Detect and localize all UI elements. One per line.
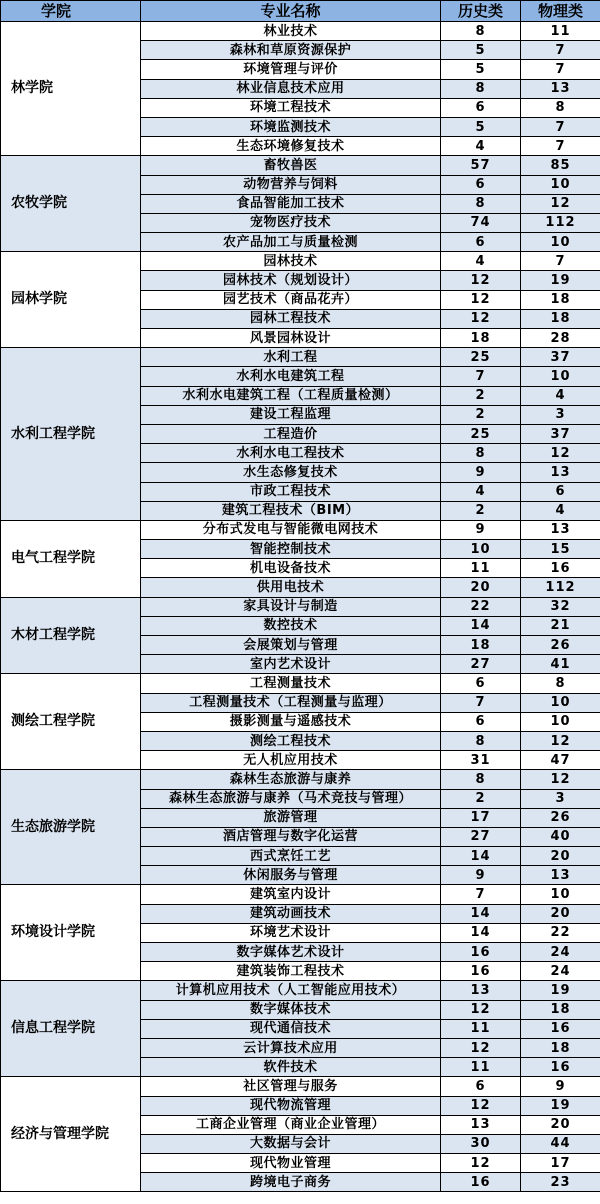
history-quota: 7 bbox=[441, 367, 521, 386]
physics-quota: 41 bbox=[521, 655, 600, 674]
physics-quota: 13 bbox=[521, 520, 600, 539]
major-name: 家具设计与制造 bbox=[141, 597, 441, 616]
physics-quota: 8 bbox=[521, 98, 600, 117]
major-name: 现代通信技术 bbox=[141, 1019, 441, 1038]
history-quota: 2 bbox=[441, 501, 521, 520]
major-name: 环境工程技术 bbox=[141, 98, 441, 117]
physics-quota: 15 bbox=[521, 540, 600, 559]
history-quota: 12 bbox=[441, 290, 521, 309]
table-row bbox=[1, 1077, 600, 1096]
major-name: 环境监测技术 bbox=[141, 117, 441, 136]
history-quota: 6 bbox=[441, 98, 521, 117]
table-row bbox=[1, 674, 600, 693]
physics-quota: 20 bbox=[521, 1115, 600, 1134]
major-name: 大数据与会计 bbox=[141, 1134, 441, 1153]
history-quota: 30 bbox=[441, 1134, 521, 1153]
physics-quota: 24 bbox=[521, 943, 600, 962]
college-name: 生态旅游学院 bbox=[1, 770, 141, 885]
major-name: 林业信息技术应用 bbox=[141, 79, 441, 98]
major-name: 建筑室内设计 bbox=[141, 885, 441, 904]
history-quota: 5 bbox=[441, 41, 521, 60]
physics-quota: 24 bbox=[521, 962, 600, 981]
physics-quota: 3 bbox=[521, 789, 600, 808]
table-row bbox=[1, 22, 600, 41]
physics-quota: 10 bbox=[521, 712, 600, 731]
physics-quota: 13 bbox=[521, 866, 600, 885]
major-name: 酒店管理与数字化运营 bbox=[141, 827, 441, 846]
major-name: 生态环境修复技术 bbox=[141, 137, 441, 156]
major-name: 摄影测量与遥感技术 bbox=[141, 712, 441, 731]
major-name: 云计算技术应用 bbox=[141, 1038, 441, 1057]
major-name: 森林和草原资源保护 bbox=[141, 41, 441, 60]
table-row bbox=[1, 770, 600, 789]
history-quota: 7 bbox=[441, 693, 521, 712]
history-quota: 8 bbox=[441, 731, 521, 750]
physics-quota: 44 bbox=[521, 1134, 600, 1153]
major-name: 森林生态旅游与康养（马术竞技与管理） bbox=[141, 789, 441, 808]
major-name: 动物营养与饲料 bbox=[141, 175, 441, 194]
physics-quota: 4 bbox=[521, 386, 600, 405]
physics-quota: 10 bbox=[521, 693, 600, 712]
physics-quota: 13 bbox=[521, 463, 600, 482]
history-quota: 12 bbox=[441, 1154, 521, 1173]
history-quota: 12 bbox=[441, 271, 521, 290]
physics-quota: 17 bbox=[521, 1154, 600, 1173]
major-name: 机电设备技术 bbox=[141, 559, 441, 578]
history-quota: 6 bbox=[441, 674, 521, 693]
physics-quota: 18 bbox=[521, 1038, 600, 1057]
major-name: 室内艺术设计 bbox=[141, 655, 441, 674]
history-quota: 22 bbox=[441, 597, 521, 616]
major-name: 水生态修复技术 bbox=[141, 463, 441, 482]
physics-quota: 11 bbox=[521, 22, 600, 41]
physics-quota: 10 bbox=[521, 233, 600, 252]
table-row bbox=[1, 252, 600, 271]
major-name: 园林技术（规划设计） bbox=[141, 271, 441, 290]
physics-quota: 16 bbox=[521, 559, 600, 578]
physics-quota: 26 bbox=[521, 808, 600, 827]
history-quota: 8 bbox=[441, 79, 521, 98]
physics-quota: 19 bbox=[521, 271, 600, 290]
history-quota: 6 bbox=[441, 1077, 521, 1096]
physics-quota: 3 bbox=[521, 405, 600, 424]
major-name: 工程测量技术（工程测量与监理） bbox=[141, 693, 441, 712]
physics-quota: 12 bbox=[521, 194, 600, 213]
major-name: 数控技术 bbox=[141, 616, 441, 635]
major-name: 水利水电建筑工程 bbox=[141, 367, 441, 386]
history-quota: 2 bbox=[441, 386, 521, 405]
history-quota: 13 bbox=[441, 1115, 521, 1134]
physics-quota: 18 bbox=[521, 309, 600, 328]
history-quota: 2 bbox=[441, 789, 521, 808]
physics-quota: 6 bbox=[521, 482, 600, 501]
physics-quota: 19 bbox=[521, 981, 600, 1000]
physics-quota: 10 bbox=[521, 367, 600, 386]
history-quota: 12 bbox=[441, 309, 521, 328]
physics-quota: 37 bbox=[521, 348, 600, 367]
major-name: 数字媒体艺术设计 bbox=[141, 943, 441, 962]
physics-quota: 7 bbox=[521, 252, 600, 271]
major-name: 无人机应用技术 bbox=[141, 751, 441, 770]
physics-quota: 26 bbox=[521, 636, 600, 655]
major-name: 工商企业管理（商业企业管理） bbox=[141, 1115, 441, 1134]
major-name: 水利水电建筑工程（工程质量检测） bbox=[141, 386, 441, 405]
history-quota: 14 bbox=[441, 616, 521, 635]
major-name: 旅游管理 bbox=[141, 808, 441, 827]
physics-quota: 20 bbox=[521, 847, 600, 866]
physics-quota: 10 bbox=[521, 175, 600, 194]
history-quota: 4 bbox=[441, 482, 521, 501]
history-quota: 27 bbox=[441, 655, 521, 674]
history-quota: 14 bbox=[441, 904, 521, 923]
physics-quota: 47 bbox=[521, 751, 600, 770]
major-name: 现代物业管理 bbox=[141, 1154, 441, 1173]
history-quota: 6 bbox=[441, 233, 521, 252]
history-quota: 6 bbox=[441, 175, 521, 194]
history-quota: 12 bbox=[441, 1000, 521, 1019]
physics-quota: 37 bbox=[521, 424, 600, 443]
history-quota: 31 bbox=[441, 751, 521, 770]
table-row bbox=[1, 885, 600, 904]
header-major: 专业名称 bbox=[141, 1, 441, 22]
physics-quota: 9 bbox=[521, 1077, 600, 1096]
physics-quota: 12 bbox=[521, 444, 600, 463]
major-name: 园艺技术（商品花卉） bbox=[141, 290, 441, 309]
table-row bbox=[1, 520, 600, 539]
major-name: 建设工程监理 bbox=[141, 405, 441, 424]
table-row bbox=[1, 156, 600, 175]
major-name: 食品智能加工技术 bbox=[141, 194, 441, 213]
major-name: 环境管理与评价 bbox=[141, 60, 441, 79]
physics-quota: 10 bbox=[521, 885, 600, 904]
history-quota: 10 bbox=[441, 540, 521, 559]
major-name: 水利工程 bbox=[141, 348, 441, 367]
history-quota: 74 bbox=[441, 213, 521, 232]
major-name: 现代物流管理 bbox=[141, 1096, 441, 1115]
table-row bbox=[1, 348, 600, 367]
major-name: 环境艺术设计 bbox=[141, 923, 441, 942]
physics-quota: 22 bbox=[521, 923, 600, 942]
major-name: 会展策划与管理 bbox=[141, 636, 441, 655]
history-quota: 12 bbox=[441, 1038, 521, 1057]
history-quota: 9 bbox=[441, 866, 521, 885]
college-name: 环境设计学院 bbox=[1, 885, 141, 981]
major-name: 风景园林设计 bbox=[141, 329, 441, 348]
history-quota: 6 bbox=[441, 712, 521, 731]
history-quota: 5 bbox=[441, 60, 521, 79]
history-quota: 25 bbox=[441, 424, 521, 443]
physics-quota: 8 bbox=[521, 674, 600, 693]
physics-quota: 4 bbox=[521, 501, 600, 520]
major-name: 建筑工程技术（BIM） bbox=[141, 501, 441, 520]
physics-quota: 13 bbox=[521, 79, 600, 98]
major-name: 园林工程技术 bbox=[141, 309, 441, 328]
major-name: 分布式发电与智能微电网技术 bbox=[141, 520, 441, 539]
history-quota: 13 bbox=[441, 981, 521, 1000]
history-quota: 20 bbox=[441, 578, 521, 597]
physics-quota: 20 bbox=[521, 904, 600, 923]
major-name: 畜牧兽医 bbox=[141, 156, 441, 175]
history-quota: 11 bbox=[441, 1058, 521, 1077]
physics-quota: 23 bbox=[521, 1173, 600, 1192]
physics-quota: 12 bbox=[521, 770, 600, 789]
major-name: 市政工程技术 bbox=[141, 482, 441, 501]
physics-quota: 40 bbox=[521, 827, 600, 846]
history-quota: 12 bbox=[441, 1096, 521, 1115]
college-name: 测绘工程学院 bbox=[1, 674, 141, 770]
history-quota: 11 bbox=[441, 559, 521, 578]
major-name: 农产品加工与质量检测 bbox=[141, 233, 441, 252]
college-name: 电气工程学院 bbox=[1, 520, 141, 597]
college-name: 林学院 bbox=[1, 22, 141, 156]
table-row bbox=[1, 981, 600, 1000]
header-college: 学院 bbox=[1, 1, 141, 22]
history-quota: 16 bbox=[441, 1173, 521, 1192]
history-quota: 11 bbox=[441, 1019, 521, 1038]
history-quota: 17 bbox=[441, 808, 521, 827]
major-name: 计算机应用技术（人工智能应用技术） bbox=[141, 981, 441, 1000]
physics-quota: 12 bbox=[521, 731, 600, 750]
major-name: 供用电技术 bbox=[141, 578, 441, 597]
header-history: 历史类 bbox=[441, 1, 521, 22]
college-name: 水利工程学院 bbox=[1, 348, 141, 521]
major-name: 跨境电子商务 bbox=[141, 1173, 441, 1192]
major-name: 建筑动画技术 bbox=[141, 904, 441, 923]
history-quota: 4 bbox=[441, 137, 521, 156]
college-name: 经济与管理学院 bbox=[1, 1077, 141, 1192]
major-name: 林业技术 bbox=[141, 22, 441, 41]
history-quota: 16 bbox=[441, 962, 521, 981]
major-name: 测绘工程技术 bbox=[141, 731, 441, 750]
physics-quota: 112 bbox=[521, 213, 600, 232]
major-name: 园林技术 bbox=[141, 252, 441, 271]
table-body bbox=[1, 22, 600, 1192]
college-name: 农牧学院 bbox=[1, 156, 141, 252]
physics-quota: 112 bbox=[521, 578, 600, 597]
history-quota: 8 bbox=[441, 22, 521, 41]
major-name: 智能控制技术 bbox=[141, 540, 441, 559]
major-name: 工程测量技术 bbox=[141, 674, 441, 693]
history-quota: 2 bbox=[441, 405, 521, 424]
history-quota: 57 bbox=[441, 156, 521, 175]
physics-quota: 28 bbox=[521, 329, 600, 348]
history-quota: 14 bbox=[441, 847, 521, 866]
history-quota: 8 bbox=[441, 770, 521, 789]
physics-quota: 21 bbox=[521, 616, 600, 635]
major-name: 建筑装饰工程技术 bbox=[141, 962, 441, 981]
physics-quota: 7 bbox=[521, 41, 600, 60]
history-quota: 5 bbox=[441, 117, 521, 136]
physics-quota: 18 bbox=[521, 1000, 600, 1019]
physics-quota: 16 bbox=[521, 1019, 600, 1038]
header-row bbox=[1, 1, 600, 22]
history-quota: 9 bbox=[441, 520, 521, 539]
physics-quota: 18 bbox=[521, 290, 600, 309]
physics-quota: 19 bbox=[521, 1096, 600, 1115]
major-name: 休闲服务与管理 bbox=[141, 866, 441, 885]
physics-quota: 7 bbox=[521, 60, 600, 79]
major-name: 水利水电工程技术 bbox=[141, 444, 441, 463]
history-quota: 16 bbox=[441, 943, 521, 962]
history-quota: 25 bbox=[441, 348, 521, 367]
major-name: 数字媒体技术 bbox=[141, 1000, 441, 1019]
history-quota: 7 bbox=[441, 885, 521, 904]
major-name: 森林生态旅游与康养 bbox=[141, 770, 441, 789]
history-quota: 8 bbox=[441, 194, 521, 213]
history-quota: 8 bbox=[441, 444, 521, 463]
major-name: 西式烹饪工艺 bbox=[141, 847, 441, 866]
physics-quota: 7 bbox=[521, 137, 600, 156]
history-quota: 14 bbox=[441, 923, 521, 942]
physics-quota: 32 bbox=[521, 597, 600, 616]
college-name: 木材工程学院 bbox=[1, 597, 141, 674]
major-name: 社区管理与服务 bbox=[141, 1077, 441, 1096]
header-physics: 物理类 bbox=[521, 1, 600, 22]
history-quota: 9 bbox=[441, 463, 521, 482]
history-quota: 18 bbox=[441, 329, 521, 348]
college-name: 信息工程学院 bbox=[1, 981, 141, 1077]
major-name: 宠物医疗技术 bbox=[141, 213, 441, 232]
table-row bbox=[1, 597, 600, 616]
major-name: 软件技术 bbox=[141, 1058, 441, 1077]
history-quota: 4 bbox=[441, 252, 521, 271]
history-quota: 18 bbox=[441, 636, 521, 655]
major-name: 工程造价 bbox=[141, 424, 441, 443]
physics-quota: 7 bbox=[521, 117, 600, 136]
physics-quota: 85 bbox=[521, 156, 600, 175]
history-quota: 27 bbox=[441, 827, 521, 846]
college-name: 园林学院 bbox=[1, 252, 141, 348]
physics-quota: 16 bbox=[521, 1058, 600, 1077]
